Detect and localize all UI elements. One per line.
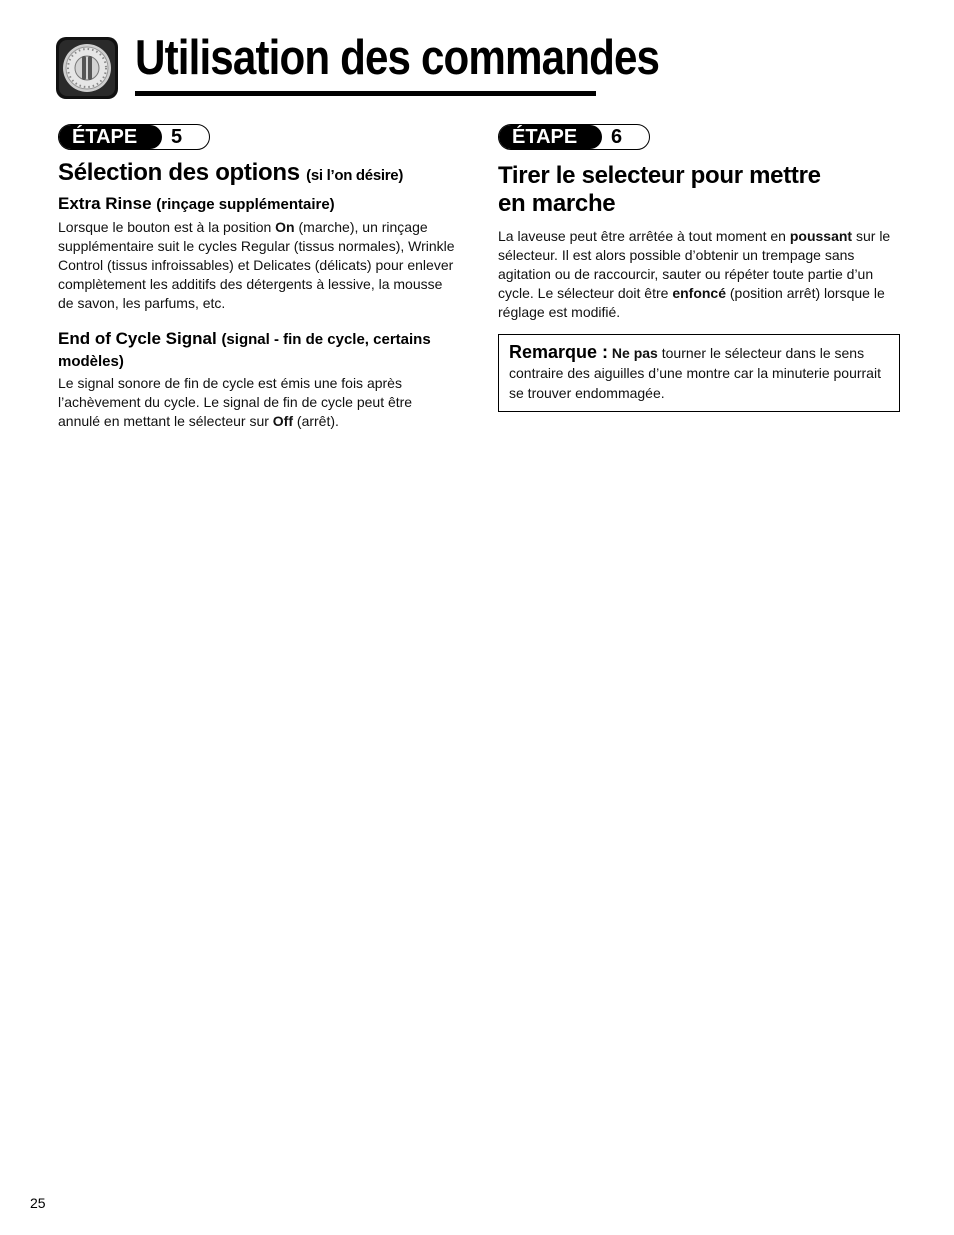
step-5-badge	[58, 124, 210, 150]
section-title-line2: en marche	[498, 190, 616, 217]
step-6-section	[498, 124, 900, 412]
extra-rinse-text	[58, 218, 458, 313]
end-of-cycle-title-text: End of Cycle Signal	[58, 329, 217, 348]
note-strong: Ne pas	[611, 345, 658, 361]
section-title	[498, 162, 900, 218]
page-header	[55, 31, 660, 102]
text-run: Le signal sonore de fin de cycle est émis une fois après l’achèvement du cycle. Le signal de fin de cycle peut être annulé en mettant le sélecteur sur	[58, 375, 413, 429]
text-run: Lorsque le bouton est à la position	[58, 219, 276, 235]
section-title-text: Sélection des options	[58, 159, 300, 186]
text-run: (position arrêt) lorsque le réglage est modifié.	[498, 285, 885, 320]
step-6-badge	[498, 124, 650, 150]
end-of-cycle-text	[58, 374, 458, 431]
page-number: 25	[30, 1195, 46, 1211]
page-title: Utilisation des commandes	[135, 31, 660, 85]
text-run: La laveuse peut être arrêtée à tout moment en	[498, 228, 790, 244]
end-of-cycle-qualifier: (signal - fin de cycle, certains modèles)	[58, 331, 431, 370]
note-text: tourner le sélecteur dans le sens contraire des aiguilles d’une montre car la minuterie pourrait se trouver endommagée.	[509, 345, 881, 401]
text-run: (marche), un rinçage supplémentaire suit le cycles Regular (tissus normales), Wrinkle Control (tissus infroissables) et Delicates (délicats) pour enlever complètement les additifs des détergents à lessive, la mousse de savon, les parfums, etc.	[58, 219, 455, 311]
extra-rinse-title-text: Extra Rinse	[58, 194, 152, 213]
note-label: Remarque :	[509, 342, 609, 362]
step-number: 5	[171, 126, 183, 148]
step-label: ÉTAPE	[59, 125, 162, 149]
bold-run: On	[275, 219, 295, 235]
bold-run: Off	[272, 413, 294, 429]
selector-text	[498, 227, 900, 322]
section-title	[58, 159, 458, 187]
end-of-cycle-title	[58, 328, 458, 372]
bold-run: poussant	[789, 228, 853, 244]
step-label: ÉTAPE	[499, 125, 602, 149]
extra-rinse-qualifier: (rinçage supplémentaire)	[156, 196, 335, 213]
note-box	[498, 334, 900, 412]
step-5-section	[58, 124, 458, 431]
step-number: 6	[611, 126, 623, 148]
text-run: (arrêt).	[293, 413, 339, 429]
section-title-qualifier: (si l’on désire)	[306, 167, 404, 184]
section-title-line1: Tirer le selecteur pour mettre	[498, 162, 821, 189]
title-rule	[135, 91, 596, 96]
bold-run: enfoncé	[672, 285, 726, 301]
timer-dial-icon	[55, 36, 119, 100]
text-run: sur le sélecteur. Il est alors possible d’obtenir un trempage sans agitation ou de raccourcir, sauter ou répéter toute partie d’un cycle. Le sélecteur doit être	[498, 228, 891, 301]
extra-rinse-title	[58, 193, 458, 215]
